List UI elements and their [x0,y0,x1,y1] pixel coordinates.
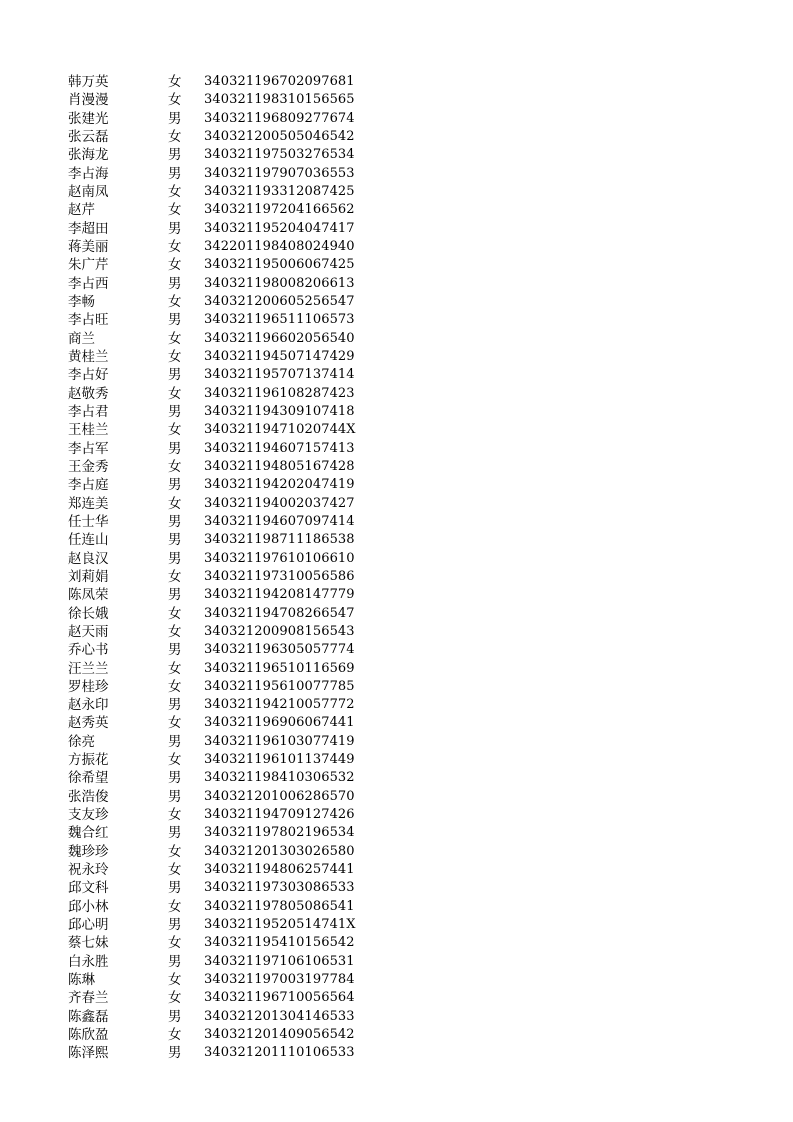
person-name: 任士华 [68,513,109,530]
person-id-number: 340321197907036553 [204,165,355,181]
person-name: 李超田 [68,220,109,237]
person-name: 徐亮 [68,733,95,750]
person-gender: 女 [168,752,182,769]
person-gender: 男 [168,532,182,549]
person-gender: 男 [168,917,182,934]
person-name: 支友珍 [68,807,109,824]
person-gender: 男 [168,697,182,714]
person-gender: 男 [168,550,182,567]
person-name: 陈凤荣 [68,587,109,604]
person-id-number: 340321197805086541 [204,898,355,914]
person-id-number: 340321195204047417 [204,220,355,236]
person-gender: 男 [168,367,182,384]
person-id-number: 340321198310156565 [204,92,355,108]
person-name: 李占旺 [68,312,109,329]
person-id-number: 340321196809277674 [204,110,355,126]
person-id-number: 340321200908156543 [204,623,355,639]
person-gender: 男 [168,642,182,659]
person-gender: 女 [168,898,182,915]
person-id-number: 340321196602056540 [204,330,355,346]
person-name: 赵永印 [68,697,109,714]
person-gender: 男 [168,587,182,604]
person-id-number: 340321194507147429 [204,348,355,364]
person-id-number: 340321193312087425 [204,183,355,199]
person-gender: 男 [168,275,182,292]
person-id-number: 340321196108287423 [204,385,355,401]
person-id-number: 340321197003197784 [204,972,355,988]
person-id-number: 34032119520514741X [204,917,356,933]
person-name: 韩万英 [68,74,109,90]
person-id-number: 340321201110106533 [204,1045,355,1061]
person-id-number: 340321194309107418 [204,403,355,419]
person-gender: 女 [168,495,182,512]
person-name: 朱广芹 [68,257,109,274]
person-id-number: 340321194210057772 [204,697,355,713]
person-id-number: 340321194708266547 [204,605,355,621]
person-id-number: 340321195006067425 [204,257,355,273]
person-gender: 男 [168,440,182,457]
person-gender: 女 [168,183,182,200]
person-name: 李占庭 [68,477,109,494]
person-id-number: 340321195610077785 [204,678,355,694]
person-gender: 女 [168,202,182,219]
person-id-number: 340321196305057774 [204,642,355,658]
person-id-number: 340321196103077419 [204,733,355,749]
person-id-number: 340321194607157413 [204,440,355,456]
person-name: 汪兰兰 [68,660,109,677]
person-name: 邱小林 [68,898,109,915]
person-gender: 女 [168,660,182,677]
person-name: 张建光 [68,110,109,127]
person-id-number: 340321197303086533 [204,880,355,896]
person-name: 陈泽熙 [68,1045,109,1062]
person-id-number: 340321194208147779 [204,587,355,603]
person-id-number: 342201198408024940 [204,238,355,254]
person-gender: 女 [168,972,182,989]
person-name: 赵敬秀 [68,385,109,402]
person-gender: 女 [168,92,182,109]
person-id-number: 340321194202047419 [204,477,355,493]
person-gender: 女 [168,348,182,365]
person-id-number: 340321194709127426 [204,807,355,823]
person-gender: 男 [168,1045,182,1062]
person-id-number: 340321195707137414 [204,367,355,383]
person-gender: 男 [168,733,182,750]
person-name: 徐希望 [68,770,109,787]
person-name: 邱文科 [68,880,109,897]
person-gender: 女 [168,862,182,879]
person-name: 王桂兰 [68,422,109,439]
person-id-number: 340321196511106573 [204,312,355,328]
person-gender: 女 [168,678,182,695]
person-id-number: 340321196510116569 [204,660,355,676]
person-id-number: 340321201006286570 [204,788,355,804]
person-gender: 男 [168,513,182,530]
person-name: 张海龙 [68,147,109,164]
person-name: 李占西 [68,275,109,292]
person-name: 赵芹 [68,202,95,219]
person-name: 王金秀 [68,458,109,475]
person-gender: 女 [168,128,182,145]
person-name: 魏合红 [68,825,109,842]
person-gender: 女 [168,935,182,952]
person-id-number: 340321201409056542 [204,1027,355,1043]
person-gender: 男 [168,147,182,164]
person-name: 罗桂珍 [68,678,109,695]
person-name: 肖漫漫 [68,92,109,109]
person-name: 张浩俊 [68,788,109,805]
person-name: 白永胜 [68,953,109,970]
person-id-number: 340321196906067441 [204,715,355,731]
person-name: 郑连美 [68,495,109,512]
person-gender: 女 [168,623,182,640]
person-id-number: 340321197204166562 [204,202,355,218]
person-name: 张云磊 [68,128,109,145]
person-id-number: 340321196710056564 [204,990,355,1006]
person-id-number: 340321196101137449 [204,752,355,768]
person-gender: 男 [168,1008,182,1025]
person-name: 商兰 [68,330,95,347]
person-name: 李占君 [68,403,109,420]
person-id-number: 340321197310056586 [204,568,355,584]
person-gender: 女 [168,605,182,622]
person-gender: 男 [168,770,182,787]
person-id-number: 340321197503276534 [204,147,355,163]
person-name: 任连山 [68,532,109,549]
person-name: 赵良汉 [68,550,109,567]
person-gender: 男 [168,880,182,897]
person-gender: 女 [168,257,182,274]
person-name: 黄桂兰 [68,348,109,365]
person-name: 刘莉娟 [68,568,109,585]
person-name: 祝永玲 [68,862,109,879]
person-gender: 女 [168,990,182,1007]
person-gender: 女 [168,458,182,475]
person-gender: 女 [168,843,182,860]
person-gender: 男 [168,788,182,805]
person-gender: 男 [168,825,182,842]
person-id-number: 340321201303026580 [204,843,355,859]
person-name: 赵南凤 [68,183,109,200]
person-gender: 女 [168,422,182,439]
person-gender: 男 [168,403,182,420]
person-gender: 女 [168,74,182,90]
person-gender: 女 [168,807,182,824]
person-id-number: 340321198008206613 [204,275,355,291]
person-id-number: 340321194607097414 [204,513,355,529]
person-name: 陈欣盈 [68,1027,109,1044]
person-id-number: 340321197106106531 [204,953,355,969]
person-gender: 男 [168,477,182,494]
person-gender: 男 [168,953,182,970]
person-id-number: 340321200505046542 [204,128,355,144]
person-id-number: 340321197610106610 [204,550,355,566]
person-gender: 男 [168,165,182,182]
person-id-number: 340321197802196534 [204,825,355,841]
person-gender: 女 [168,238,182,255]
person-name: 李占军 [68,440,109,457]
person-id-number: 340321194002037427 [204,495,355,511]
person-gender: 女 [168,293,182,310]
person-gender: 女 [168,568,182,585]
person-name: 齐春兰 [68,990,109,1007]
person-name: 赵秀英 [68,715,109,732]
person-name: 李畅 [68,293,95,310]
person-gender: 女 [168,1027,182,1044]
person-id-number: 340321201304146533 [204,1008,355,1024]
person-gender: 男 [168,312,182,329]
person-id-number: 340321194805167428 [204,458,355,474]
person-name: 徐长娥 [68,605,109,622]
person-id-number: 340321195410156542 [204,935,355,951]
person-name: 魏珍珍 [68,843,109,860]
person-id-number: 340321196702097681 [204,74,355,89]
person-id-number: 340321198410306532 [204,770,355,786]
person-name: 赵天雨 [68,623,109,640]
person-name: 蔡七妹 [68,935,109,952]
person-name: 陈鑫磊 [68,1008,109,1025]
person-gender: 女 [168,385,182,402]
person-id-number: 340321194806257441 [204,862,355,878]
person-id-number: 340321200605256547 [204,293,355,309]
person-gender: 男 [168,220,182,237]
person-name: 蒋美丽 [68,238,109,255]
person-name: 乔心书 [68,642,109,659]
person-id-number: 34032119471020744X [204,422,356,438]
person-name: 李占好 [68,367,109,384]
person-name: 陈琳 [68,972,95,989]
person-name: 邱心明 [68,917,109,934]
person-name: 李占海 [68,165,109,182]
person-name: 方振花 [68,752,109,769]
person-gender: 女 [168,715,182,732]
person-gender: 男 [168,110,182,127]
person-id-number: 340321198711186538 [204,532,355,548]
person-gender: 女 [168,330,182,347]
